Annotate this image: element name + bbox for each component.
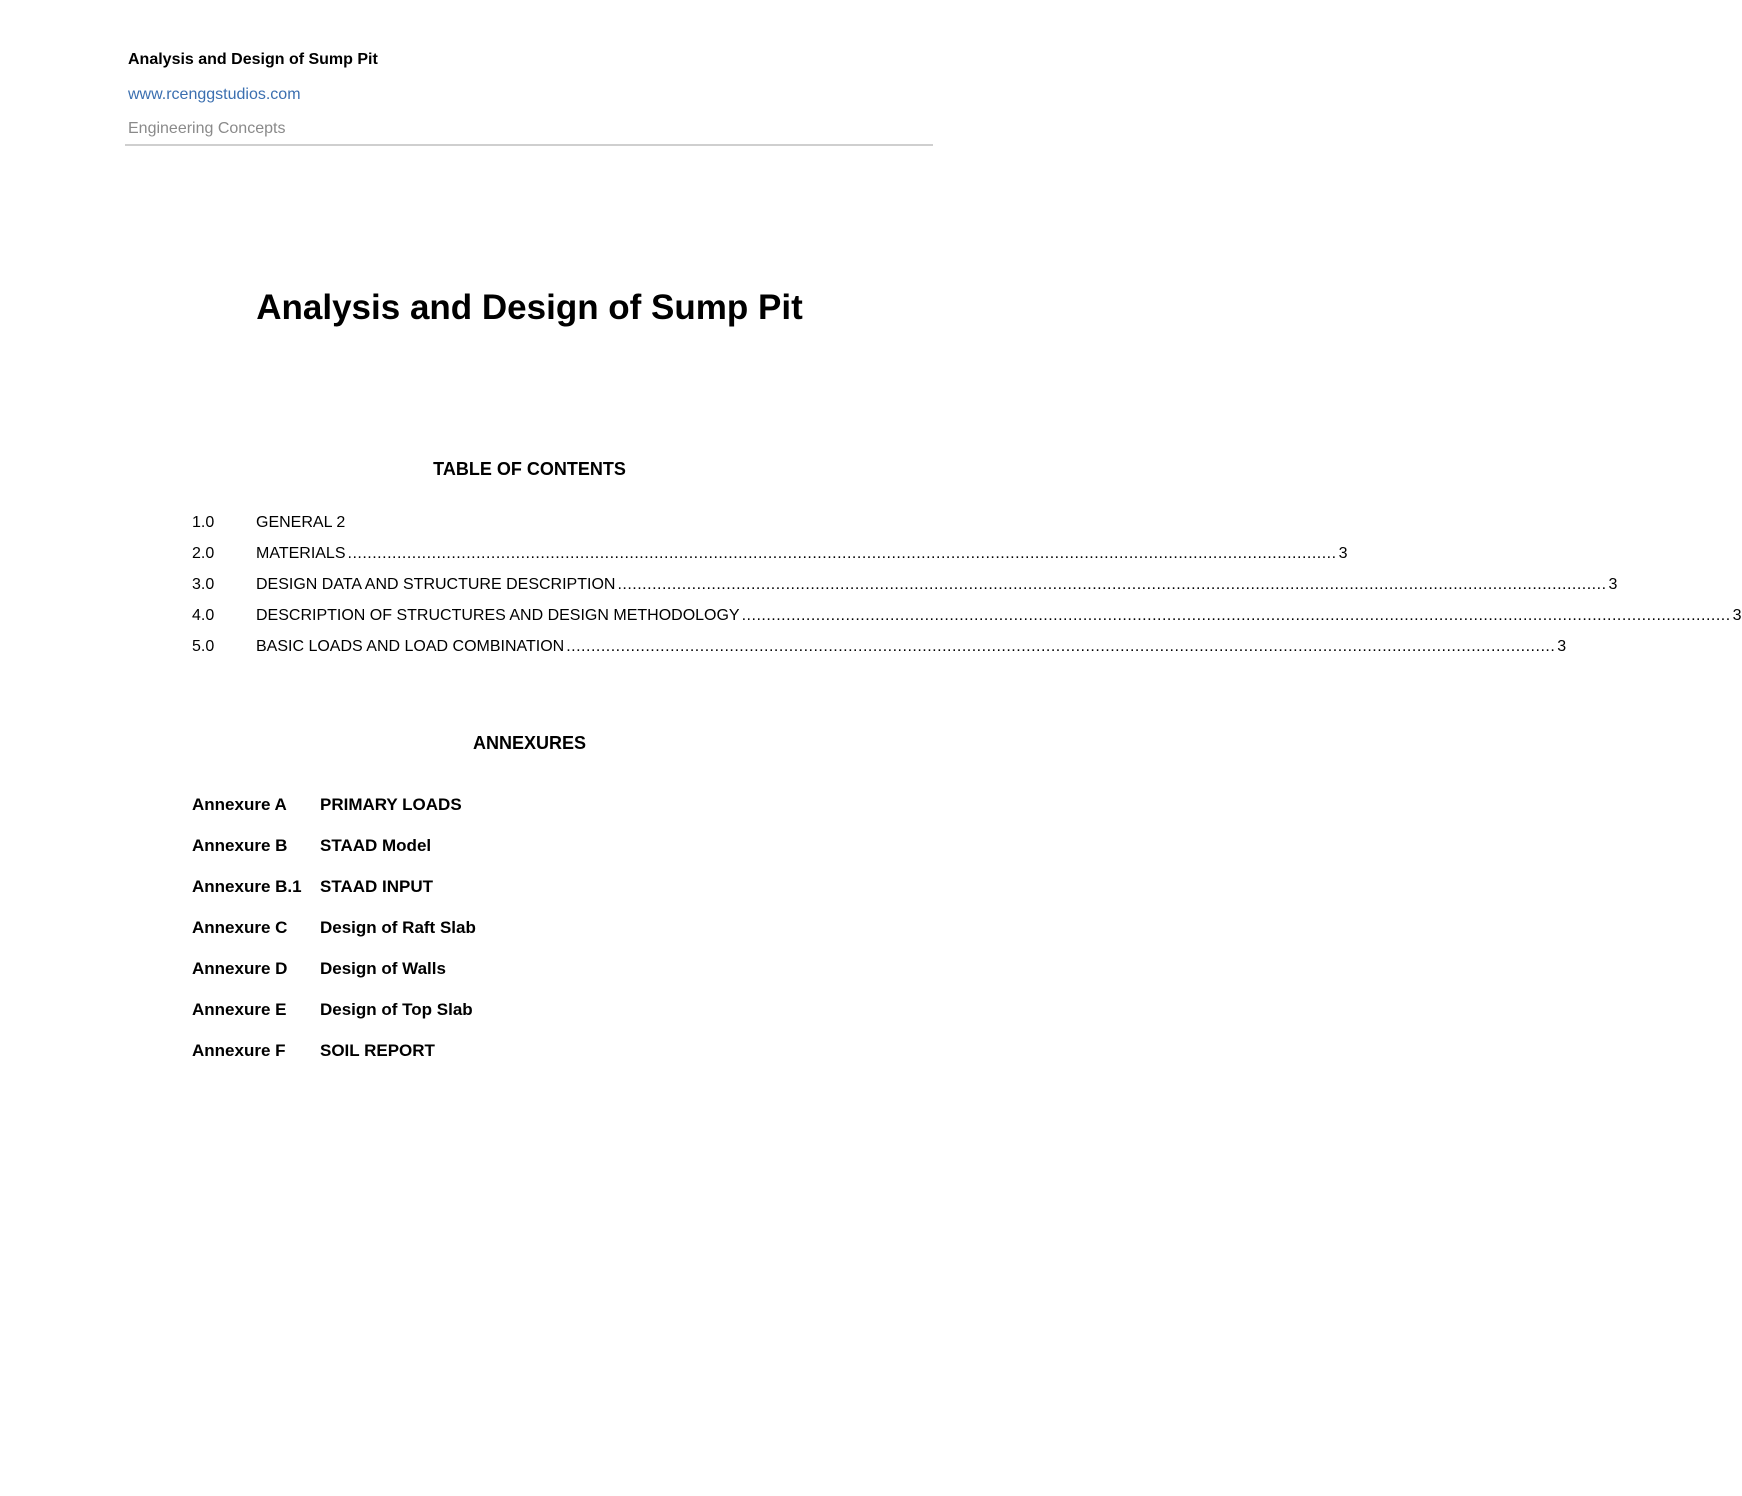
toc-entry-text: DESCRIPTION OF STRUCTURES AND DESIGN METHODOLOGY [256, 607, 740, 624]
toc-entry-number: 2.0 [192, 545, 215, 562]
toc-entry-number: 5.0 [192, 638, 215, 655]
header-subtitle: Engineering Concepts [128, 120, 286, 137]
toc-entry-number: 3.0 [192, 576, 215, 593]
toc-dot-leader: ........................................................................................................................................................................................................ [617, 576, 1607, 593]
toc-entry[interactable] [192, 638, 1567, 669]
toc-entry[interactable] [192, 607, 1742, 638]
annexure-item [192, 836, 476, 877]
toc-entry-text: DESIGN DATA AND STRUCTURE DESCRIPTION [256, 576, 616, 593]
toc-entry[interactable] [192, 576, 1618, 607]
annexure-item [192, 1000, 476, 1041]
annexure-item [192, 1041, 476, 1082]
annexures-heading: ANNEXURES [472, 733, 587, 753]
header-divider [125, 144, 933, 146]
toc-entry-page: 3 [1608, 576, 1618, 593]
annexure-code: Annexure B.1 [192, 877, 302, 896]
toc-entry[interactable] [192, 545, 1348, 576]
annexure-code: Annexure D [192, 959, 288, 978]
annexure-title: Design of Raft Slab [320, 918, 476, 937]
annexure-code: Annexure E [192, 1000, 287, 1019]
annexure-item [192, 795, 476, 836]
toc-entry-page: 3 [1338, 545, 1348, 562]
toc-entry-text: GENERAL 2 [256, 514, 346, 531]
annexure-item [192, 877, 476, 918]
annexure-title: Design of Walls [320, 959, 446, 978]
toc-entry-number: 1.0 [192, 514, 215, 531]
toc-entry-text: BASIC LOADS AND LOAD COMBINATION [256, 638, 565, 655]
toc-dot-leader: ........................................................................................................................................................................................................ [566, 638, 1556, 655]
toc-entry-text: MATERIALS [256, 545, 346, 562]
annexure-code: Annexure B [192, 836, 288, 855]
toc-entry[interactable] [192, 514, 896, 545]
annexure-title: STAAD Model [320, 836, 432, 855]
header-title: Analysis and Design of Sump Pit [128, 51, 378, 68]
website-link[interactable]: www.rcenggstudios.com [128, 86, 301, 103]
annexure-title: PRIMARY LOADS [320, 795, 462, 814]
annexure-item [192, 918, 476, 959]
annexure-item [192, 959, 476, 1000]
annexures-list [192, 795, 476, 1082]
annexure-code: Annexure F [192, 1041, 286, 1060]
toc-dot-leader: ........................................................................................................................................................................................................ [741, 607, 1731, 624]
toc-entry-page: 3 [1732, 607, 1742, 624]
table-of-contents [192, 514, 1742, 669]
toc-entry-page: 3 [1557, 638, 1567, 655]
annexure-title: STAAD INPUT [320, 877, 434, 896]
annexure-code: Annexure A [192, 795, 287, 814]
toc-entry-number: 4.0 [192, 607, 215, 624]
annexure-title: SOIL REPORT [320, 1041, 435, 1060]
annexure-code: Annexure C [192, 918, 288, 937]
toc-dot-leader: ........................................................................................................................................................................................................ [347, 545, 1337, 562]
toc-heading: TABLE OF CONTENTS [433, 459, 626, 479]
document-title: Analysis and Design of Sump Pit [256, 288, 803, 327]
annexure-title: Design of Top Slab [320, 1000, 473, 1019]
